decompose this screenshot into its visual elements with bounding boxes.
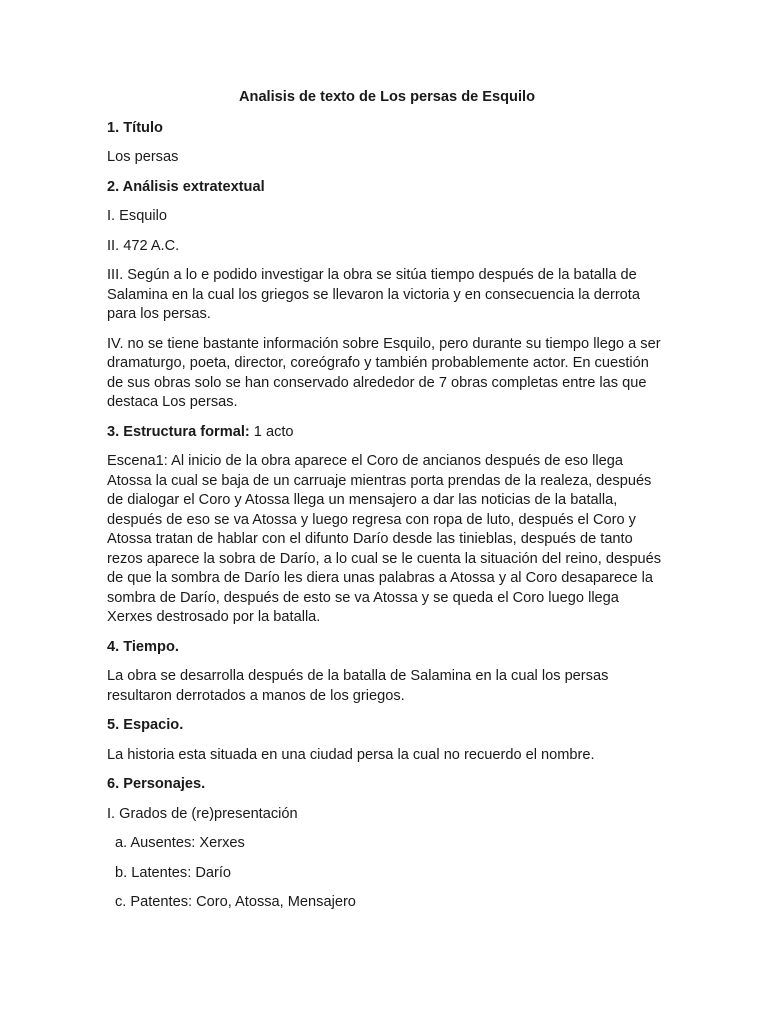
paragraph-espacio: La historia esta situada en una ciudad persa la cual no recuerdo el nombre.: [107, 746, 595, 763]
document-title: Analisis de texto de Los persas de Esquilo: [238, 89, 535, 105]
section-heading-analisis-extratextual: 2. Análisis extratextual: [107, 178, 265, 195]
section-heading-espacio: 5. Espacio.: [107, 717, 184, 733]
paragraph-contexto: III. Según a lo e podido investigar la obra se sitúa tiempo después de la batalla de Salamina en la cual los griegos se llevaron la victoria y en consecuencia la derrota para los persas.: [107, 267, 640, 322]
document-page: [107, 88, 667, 923]
section-heading-personajes: 6. Personajes.: [107, 776, 206, 792]
section-heading-tiempo: 4. Tiempo.: [107, 638, 179, 655]
paragraph-autor: I. Esquilo: [107, 208, 168, 224]
paragraph-fecha: II. 472 A.C.: [107, 237, 180, 254]
list-item: c. Patentes: Coro, Atossa, Mensajero: [115, 894, 356, 910]
list-item: b. Latentes: Darío: [115, 864, 232, 881]
estructura-formal-value: 1 acto: [249, 423, 294, 440]
section-text-titulo: Los persas: [107, 149, 179, 165]
paragraph-tiempo: La obra se desarrolla después de la batalla de Salamina en la cual los persas resultaron derrotados a manos de los griegos.: [107, 668, 609, 704]
paragraph-biografia: IV. no se tiene bastante información sobre Esquilo, pero durante su tiempo llego a ser dramaturgo, poeta, director, coreógrafo y también probablemente actor. En cuestión de sus obras solo se han conservado alrededor de 7 obras completas entre las que destaca Los persas.: [107, 335, 661, 410]
list-item: a. Ausentes: Xerxes: [115, 835, 245, 851]
paragraph-grados: I. Grados de (re)presentación: [107, 805, 298, 822]
paragraph-escena: Escena1: Al inicio de la obra aparece el Coro de ancianos después de eso llega Atossa la cual se baja de un carruaje mientras porta prendas de la realeza, después de dialogar el Coro y Atossa llega un mensajero a dar las noticias de la batalla, después de eso se va Atossa y luego regresa con ropa de luto, después el Coro y Atossa tratan de hablar con el difunto Darío desde las tinieblas, después de tanto rezos aparece la sobra de Darío, a lo cual se le cuenta la situación del reino, después de que la sombra de Darío les diera unas palabras a Atossa y al Coro desaparece la sombra de Darío, después de esto se va Atossa y se queda el Coro luego llega Xerxes destrosado por la batalla.: [107, 453, 662, 625]
section-heading-titulo: 1. Título: [107, 119, 163, 136]
estructura-formal-label: 3. Estructura formal:: [107, 423, 250, 440]
section-heading-estructura-formal: [107, 423, 667, 443]
